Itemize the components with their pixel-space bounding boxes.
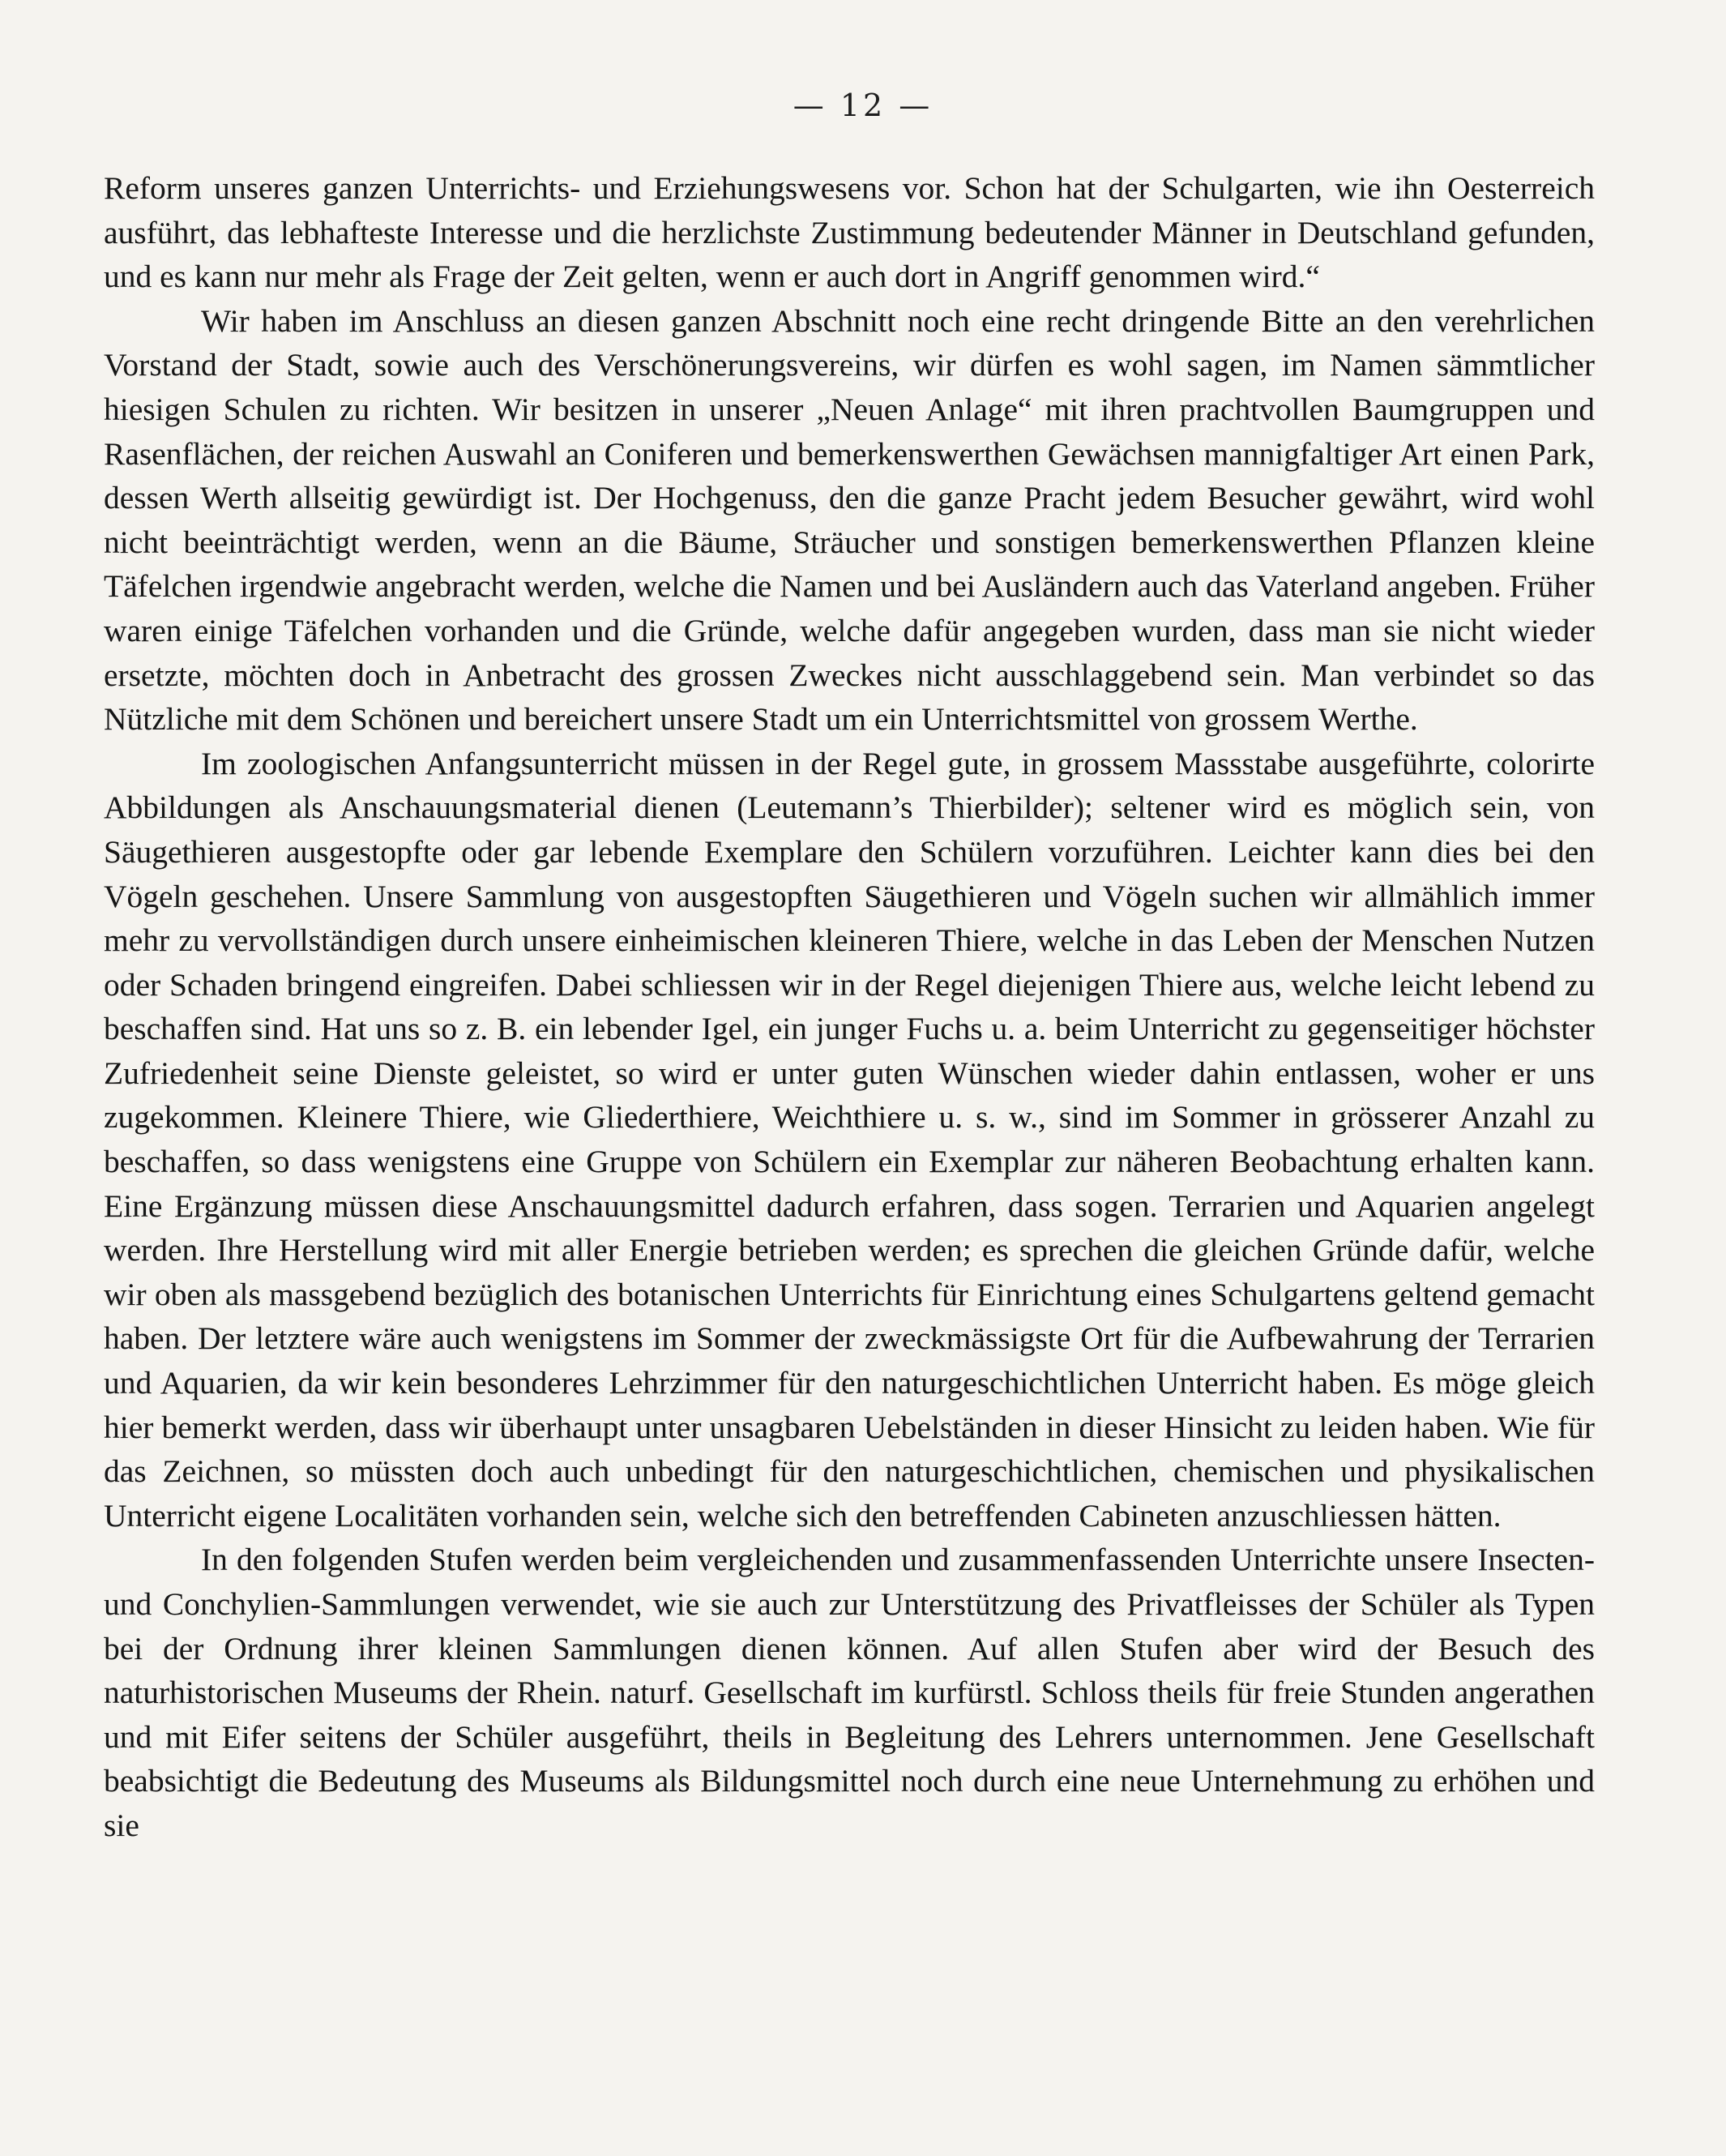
paragraph-3: Im zoologischen Anfangsunterricht müssen in der Regel gute, in grossem Massstabe ausgeführte, colorirte Abbildungen als Anschauungsmaterial dienen (Leutemann’s Thierbilder); seltener wird es möglich sein, von Säugethieren ausgestopfte oder gar lebende Exemplare den Schülern vorzuführen. Leichter kann dies bei den Vögeln geschehen. Unsere Sammlung von ausgestopften Säugethieren und Vögeln suchen wir allmählich immer mehr zu vervollständigen durch unsere einheimischen kleineren Thiere, welche in das Leben der Menschen Nutzen oder Schaden bringend eingreifen. Dabei schliessen wir in der Regel diejenigen Thiere aus, welche leicht lebend zu beschaffen sind. Hat uns so z. B. ein lebender Igel, ein junger Fuchs u. a. beim Unterricht zu gegenseitiger höchster Zufriedenheit seine Dienste geleistet, so wird er unter guten Wünschen wieder dahin entlassen, woher er uns zugekommen. Kleinere Thiere, wie Gliederthiere, Weichthiere u. s. w., sind im Sommer in grösserer Anzahl zu beschaffen, so dass wenigstens eine Gruppe von Schülern ein Exemplar zur näheren Beobachtung erhalten kann. Eine Ergänzung müssen diese Anschauungsmittel dadurch erfahren, dass sogen. Terrarien und Aquarien angelegt werden. Ihre Herstellung wird mit aller Energie betrieben werden; es sprechen die gleichen Gründe dafür, welche wir oben als massgebend bezüglich des botanischen Unterrichts für Einrichtung eines Schulgartens geltend gemacht haben. Der letztere wäre auch wenigstens im Sommer der zweckmässigste Ort für die Aufbewahrung der Terrarien und Aquarien, da wir kein besonderes Lehrzimmer für den naturgeschichtlichen Unterricht haben. Es möge gleich hier bemerkt werden, dass wir überhaupt unter unsagbaren Uebelständen in dieser Hinsicht zu leiden haben. Wie für das Zeichnen, so müssten doch auch unbedingt für den naturgeschichtlichen, chemischen und physikalischen Unterricht eigene Localitäten vorhanden sein, welche sich den betreffenden Cabineten anzuschliessen hätten. — [104, 745, 1595, 1534]
page-number: — 12 — — [793, 88, 933, 123]
paragraph-1: Reform unseres ganzen Unterrichts- und Erziehungswesens vor. Schon hat der Schulgarten, wie ihn Oesterreich ausführt, das lebhafteste Interesse und die herzlichste Zustimmung bedeutender Männer in Deutschland gefunden, und es kann nur mehr als Frage der Zeit gelten, wenn er auch dort in Angriff genommen wird.“ — [104, 170, 1595, 295]
paragraph-2: Wir haben im Anschluss an diesen ganzen Abschnitt noch eine recht dringende Bitte an den verehrlichen Vorstand der Stadt, sowie auch des Verschönerungsvereins, wir dürfen es wohl sagen, im Namen sämmtlicher hiesigen Schulen zu richten. Wir besitzen in unserer „Neuen Anlage“ mit ihren prachtvollen Baumgruppen und Rasenflächen, der reichen Auswahl an Coniferen und bemerkenswerthen Gewächsen mannigfaltiger Art einen Park, dessen Werth allseitig gewürdigt ist. Der Hochgenuss, den die ganze Pracht jedem Besucher gewährt, wird wohl nicht beeinträchtigt werden, wenn an die Bäume, Sträucher und sonstigen bemerkenswerthen Pflanzen kleine Täfelchen irgendwie angebracht werden, welche die Namen und bei Ausländern auch das Vaterland angeben. Früher waren einige Täfelchen vorhanden und die Gründe, welche dafür angegeben wurden, dass man sie nicht wieder ersetzte, möchten doch in Anbetracht des grossen Zweckes nicht ausschlaggebend sein. Man verbindet so das Nützliche mit dem Schönen und bereichert unsere Stadt um ein Unterrichtsmittel von grossem Werthe. — [104, 302, 1595, 738]
paragraph-4: In den folgenden Stufen werden beim vergleichenden und zusammenfassenden Unterrichte unsere Insecten- und Conchylien-Sammlungen verwendet, wie sie auch zur Unterstützung des Privatfleisses der Schüler als Typen bei der Ordnung ihrer kleinen Sammlungen dienen können. Auf allen Stufen aber wird der Besuch des naturhistorischen Museums der Rhein. naturf. Gesellschaft im kurfürstl. Schloss theils für freie Stunden angerathen und mit Eifer seitens der Schüler ausgeführt, theils in Begleitung des Lehrers unternommen. Jene Gesellschaft beabsichtigt die Bedeutung des Museums als Bildungsmittel noch durch eine neue Unternehmung zu erhöhen und sie — [104, 1542, 1595, 1843]
body-text — [104, 166, 1595, 1848]
